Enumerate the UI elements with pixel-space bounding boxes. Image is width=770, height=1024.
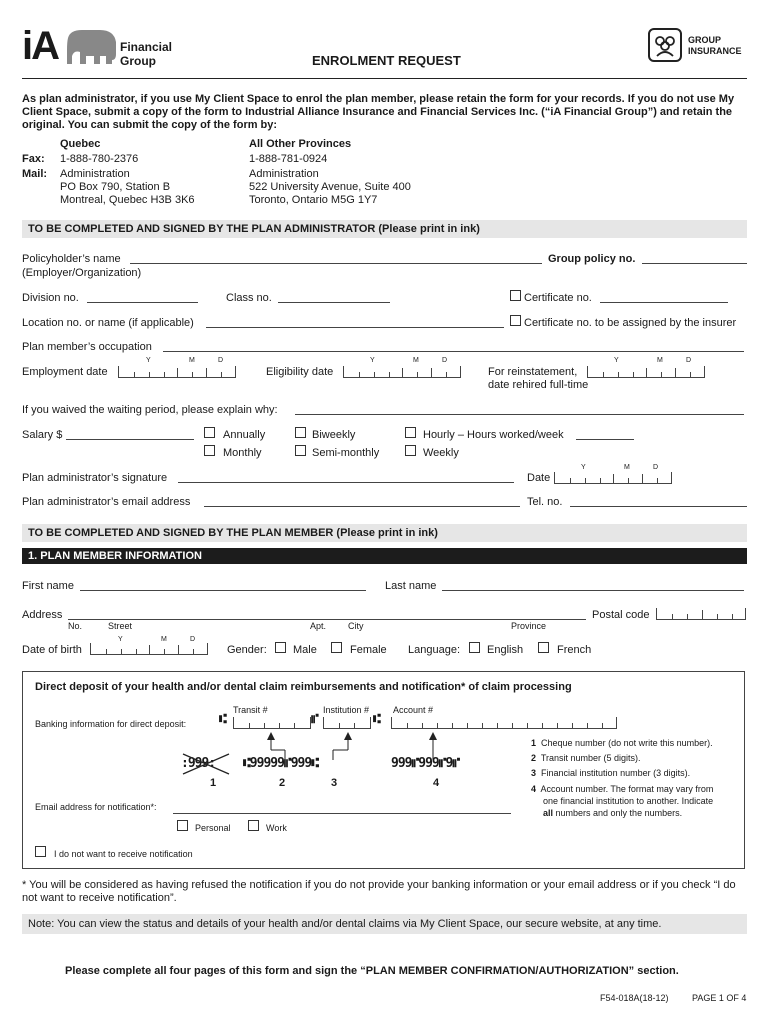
mail-label: Mail: (22, 168, 48, 180)
personal-label: Personal (195, 823, 231, 833)
reinstatement-label-1: For reinstatement, (488, 366, 578, 378)
transit-micr-sample: ⑆99999⑈999⑆ (243, 756, 319, 771)
micr-symbol-3: ⑆ (373, 712, 380, 727)
member-info-band: 1. PLAN MEMBER INFORMATION (22, 548, 747, 564)
sub-city: City (348, 621, 364, 631)
notify-email-field[interactable] (173, 813, 511, 814)
closing-instruction: Please complete all four pages of this form and sign the “PLAN MEMBER CONFIRMATION/AUTHORIZATION” section. (65, 965, 679, 977)
ymd-m: M (189, 357, 195, 364)
ymd-y-5: Y (118, 636, 123, 643)
cross-out-icon (181, 752, 231, 776)
ymd-d-3: D (686, 357, 692, 364)
legend-item-1: 1 Cheque number (do not write this number). (531, 738, 713, 748)
mail-quebec-3: Montreal, Quebec H3B 3K6 (60, 194, 195, 206)
personal-checkbox[interactable] (177, 820, 188, 831)
institution-field[interactable] (323, 717, 371, 729)
admin-section-band: TO BE COMPLETED AND SIGNED BY THE PLAN ADMINISTRATOR (Please print in ink) (22, 220, 747, 238)
signature-date-field[interactable] (554, 472, 672, 484)
dob-field[interactable] (90, 643, 208, 655)
note-text: Note: You can view the status and details of your health and/or dental claims via My Client Space, our secure website, at any time. (28, 918, 662, 930)
postal-code-field[interactable] (656, 608, 746, 620)
header-rule (22, 78, 747, 79)
sub-apt: Apt. (310, 621, 327, 631)
sub-province: Province (511, 621, 547, 631)
ymd-y: Y (146, 357, 151, 364)
transit-label: Transit # (233, 705, 268, 715)
sample-num-3: 3 (331, 777, 338, 789)
page-title: ENROLMENT REQUEST (312, 53, 461, 68)
female-label: Female (350, 644, 387, 656)
french-checkbox[interactable] (538, 642, 549, 653)
direct-deposit-box (22, 671, 745, 869)
weekly-checkbox[interactable] (405, 445, 416, 456)
monthly-checkbox[interactable] (204, 445, 215, 456)
legend-item-4: 4 Account number. The format may vary from (531, 784, 714, 794)
badge-line1: GROUP (688, 35, 722, 45)
male-label: Male (293, 644, 317, 656)
mail-other-2: 522 University Avenue, Suite 400 (249, 181, 411, 193)
occupation-field[interactable] (163, 351, 744, 352)
sample-num-4: 4 (433, 777, 440, 789)
note-band (22, 914, 747, 934)
certificate-field[interactable] (600, 302, 728, 303)
fax-quebec: 1-888-780-2376 (60, 153, 139, 165)
certificate-checkbox[interactable] (510, 290, 521, 301)
division-label: Division no. (22, 292, 79, 304)
cert-assign-label: Certificate no. to be assigned by the insurer (524, 317, 737, 329)
fax-other: 1-888-781-0924 (249, 153, 328, 165)
policyholder-field[interactable] (130, 263, 542, 264)
elephant-icon (64, 28, 120, 66)
mail-other-3: Toronto, Ontario M5G 1Y7 (249, 194, 378, 206)
location-field[interactable] (206, 327, 504, 328)
fax-label: Fax: (22, 153, 45, 165)
monthly-label: Monthly (223, 447, 262, 459)
english-checkbox[interactable] (469, 642, 480, 653)
semimonthly-label: Semi-monthly (312, 447, 380, 459)
ymd-m-2: M (413, 357, 419, 364)
signature-label: Plan administrator’s signature (22, 472, 168, 484)
mail-quebec-2: PO Box 790, Station B (60, 181, 171, 193)
cheque-number-sample (181, 756, 229, 774)
address-label: Address (22, 609, 63, 621)
semimonthly-checkbox[interactable] (295, 445, 306, 456)
salary-label: Salary $ (22, 429, 63, 441)
date-label: Date (527, 472, 551, 484)
waived-field[interactable] (295, 414, 744, 415)
ymd-d-5: D (190, 636, 196, 643)
logo (22, 24, 172, 70)
work-label: Work (266, 823, 287, 833)
weekly-label: Weekly (423, 447, 459, 459)
employment-date-label: Employment date (22, 366, 108, 378)
page-number: PAGE 1 OF 4 (692, 993, 747, 1003)
hours-field[interactable] (576, 439, 634, 440)
certificate-label: Certificate no. (524, 292, 592, 304)
signature-field[interactable] (178, 482, 514, 483)
footnote: * You will be considered as having refused the notification if you do not provide your banking information or your email address or if you check “I do not want to receive notification”. (22, 879, 736, 904)
quebec-heading: Quebec (60, 138, 101, 150)
form-code: F54-018A(18-12) (600, 993, 669, 1003)
hourly-label: Hourly – Hours worked/week (423, 429, 564, 441)
micr-symbol-2: ⑈ (311, 712, 318, 727)
mail-other-1: Administration (249, 168, 319, 180)
micr-symbol-1: ⑆ (219, 712, 226, 727)
account-micr-sample: 999⑈999⑈9⑈ (391, 756, 460, 771)
language-label: Language: (408, 644, 460, 656)
legend-item-4c: all numbers and only the numbers. (543, 808, 683, 818)
transit-field[interactable] (233, 717, 311, 729)
gender-label: Gender: (227, 644, 267, 656)
salary-field[interactable] (66, 439, 194, 440)
cheque-num-text: :999: (181, 756, 216, 771)
other-provinces-heading: All Other Provinces (249, 138, 352, 150)
no-notify-label: I do not want to receive notification (54, 849, 193, 859)
ymd-m-5: M (161, 636, 167, 643)
occupation-label: Plan member’s occupation (22, 341, 152, 353)
reinstatement-date-field[interactable] (587, 366, 705, 378)
ymd-y-4: Y (581, 464, 586, 471)
class-field[interactable] (278, 302, 390, 303)
tel-field[interactable] (570, 506, 747, 507)
ymd-y-3: Y (614, 357, 619, 364)
intro-text: As plan administrator, if you use My Client Space to enrol the plan member, please retain the form for your records. If you do not use My Client Space, submit a copy of the form to Industrial Alliance Insurance and Financial Services Inc. (“iA Financial Group”) and retain the original. You can submit the copy of the form by: (22, 93, 735, 131)
admin-email-field[interactable] (204, 506, 520, 507)
legend-item-4b: one financial institution to another. Indicate (543, 796, 714, 806)
mail-quebec-1: Administration (60, 168, 130, 180)
ymd-y-2: Y (370, 357, 375, 364)
last-name-field[interactable] (442, 590, 744, 591)
legend-item-3: 3 Financial institution number (3 digits). (531, 768, 691, 778)
deposit-title: Direct deposit of your health and/or dental claim reimbursements and notification* of claim processing (35, 681, 572, 693)
admin-email-label: Plan administrator’s email address (22, 496, 191, 508)
notify-email-label: Email address for notification*: (35, 802, 157, 812)
account-field[interactable] (391, 717, 617, 729)
biweekly-checkbox[interactable] (295, 427, 306, 438)
english-label: English (487, 644, 524, 656)
postal-code-label: Postal code (592, 609, 650, 621)
female-checkbox[interactable] (331, 642, 342, 653)
class-label: Class no. (226, 292, 272, 304)
employment-date-field[interactable] (118, 366, 236, 378)
sub-street: Street (108, 621, 133, 631)
institution-label: Institution # (323, 705, 370, 715)
ymd-d-2: D (442, 357, 448, 364)
legend (531, 736, 741, 819)
tel-label: Tel. no. (527, 496, 563, 508)
annually-label: Annually (223, 429, 266, 441)
first-name-field[interactable] (80, 590, 366, 591)
banking-label: Banking information for direct deposit: (35, 719, 187, 729)
work-checkbox[interactable] (248, 820, 259, 831)
ymd-d-4: D (653, 464, 659, 471)
account-label: Account # (393, 705, 434, 715)
employer-label: (Employer/Organization) (22, 267, 142, 279)
group-insurance-badge (648, 28, 748, 64)
waived-label: If you waived the waiting period, please explain why: (22, 404, 278, 416)
badge-line2: INSURANCE (688, 46, 742, 56)
address-field[interactable] (68, 619, 586, 620)
cert-assign-checkbox[interactable] (510, 315, 521, 326)
first-name-label: First name (22, 580, 74, 592)
eligibility-date-label: Eligibility date (266, 366, 334, 378)
logo-letters: iA (22, 24, 58, 68)
legend-item-2: 2 Transit number (5 digits). (531, 753, 641, 763)
group-policy-label: Group policy no. (548, 253, 636, 265)
logo-word-group: Group (120, 54, 156, 68)
logo-word-financial: Financial (120, 40, 173, 54)
sample-num-2: 2 (279, 777, 286, 789)
ymd-m-3: M (657, 357, 663, 364)
biweekly-label: Biweekly (312, 429, 356, 441)
people-icon (648, 28, 682, 62)
policyholder-label: Policyholder’s name (22, 253, 121, 265)
hourly-checkbox[interactable] (405, 427, 416, 438)
no-notify-checkbox[interactable] (35, 846, 46, 857)
sub-no: No. (68, 621, 83, 631)
location-label: Location no. or name (if applicable) (22, 317, 194, 329)
group-policy-field[interactable] (642, 263, 747, 264)
division-field[interactable] (87, 302, 198, 303)
eligibility-date-field[interactable] (343, 366, 461, 378)
member-section-band: TO BE COMPLETED AND SIGNED BY THE PLAN MEMBER (Please print in ink) (22, 524, 747, 542)
ymd-m-4: M (624, 464, 630, 471)
french-label: French (557, 644, 592, 656)
male-checkbox[interactable] (275, 642, 286, 653)
ymd-d: D (218, 357, 224, 364)
annually-checkbox[interactable] (204, 427, 215, 438)
reinstatement-label-2: date rehired full-time (488, 379, 589, 391)
sample-num-1: 1 (210, 777, 217, 789)
last-name-label: Last name (385, 580, 437, 592)
dob-label: Date of birth (22, 644, 82, 656)
